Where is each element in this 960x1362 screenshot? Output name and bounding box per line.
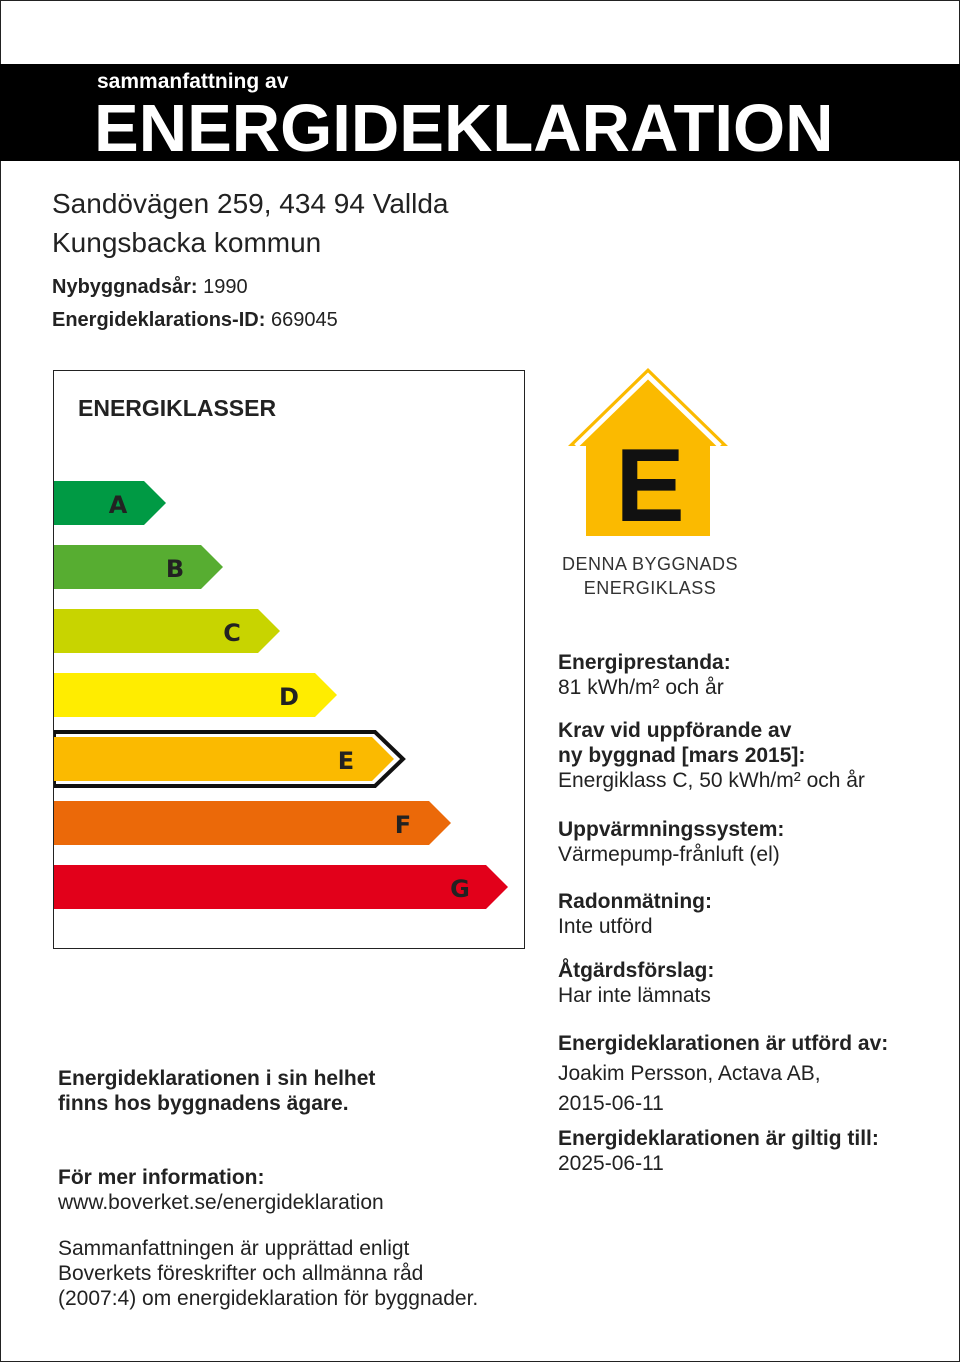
energy-performance-value: 81 kWh/m² och år — [558, 676, 724, 699]
footer-line3: (2007:4) om energideklaration för byggnader. — [58, 1287, 479, 1310]
energy-performance — [558, 650, 731, 700]
footer-line1: Sammanfattningen är upprättad enligt — [58, 1237, 410, 1260]
performed-by — [558, 1029, 888, 1119]
valid-until — [558, 1126, 879, 1176]
energy-performance-label: Energiprestanda: — [558, 651, 731, 674]
more-info — [58, 1165, 384, 1215]
heating-value: Värmepump-frånluft (el) — [558, 843, 780, 866]
title-banner — [0, 64, 960, 166]
more-info-link[interactable]: www.boverket.se/energideklaration — [58, 1191, 384, 1214]
property-municipality: Kungsbacka kommun — [52, 227, 322, 258]
radon-measurement — [558, 889, 712, 939]
build-year-value: 1990 — [203, 276, 248, 298]
building-class-letter: E — [615, 428, 685, 538]
energy-class-letter-e: E — [337, 747, 355, 775]
energy-class-bar-a — [54, 481, 166, 525]
declaration-id-value: 669045 — [270, 309, 338, 331]
building-class-caption-line2: ENERGIKLASS — [583, 578, 717, 598]
radon-label: Radonmätning: — [558, 890, 712, 913]
energy-class-bar-d — [54, 673, 337, 717]
measures-value: Har inte lämnats — [558, 984, 711, 1007]
valid-until-label: Energideklarationen är giltig till: — [558, 1127, 879, 1150]
property-address: Sandövägen 259, 434 94 Vallda — [52, 188, 449, 219]
performed-by-value: Joakim Persson, Actava AB, — [558, 1062, 821, 1085]
measures-label: Åtgärdsförslag: — [558, 959, 715, 982]
energy-class-bar-b — [54, 545, 223, 589]
requirement-label-line1: Krav vid uppförande av — [558, 719, 792, 742]
energy-class-letter-a: A — [108, 491, 128, 519]
heating-label: Uppvärmningssystem: — [558, 818, 785, 841]
energy-class-arrow-f — [54, 801, 451, 845]
new-building-requirement — [558, 718, 865, 793]
energy-class-scale — [53, 370, 525, 949]
footer-line2: Boverkets föreskrifter och allmänna råd — [58, 1262, 424, 1285]
energy-class-arrow-g — [54, 865, 508, 909]
energy-class-letter-b: B — [165, 555, 185, 583]
build-year-row — [52, 276, 248, 299]
build-year-label: Nybyggnadsår: — [52, 276, 198, 298]
energy-class-letter-d: D — [279, 683, 299, 711]
energy-class-arrow-c — [54, 609, 280, 653]
energy-class-letter-g: G — [450, 875, 470, 903]
recommended-measures — [558, 958, 714, 1008]
energy-class-bar-e — [54, 732, 403, 786]
building-class-house-icon — [566, 366, 730, 538]
owner-note-line2: finns hos byggnadens ägare. — [58, 1092, 349, 1115]
banner-title: ENERGIDEKLARATION — [94, 91, 834, 166]
owner-note-line1: Energideklarationen i sin helhet — [58, 1067, 376, 1090]
building-class-caption-line1: DENNA BYGGNADS — [561, 554, 739, 574]
energy-class-title: ENERGIKLASSER — [78, 395, 277, 421]
radon-value: Inte utförd — [558, 915, 653, 938]
heating-system — [558, 817, 784, 867]
energy-class-bar-f — [54, 801, 451, 845]
energy-class-letter-c: C — [223, 619, 241, 647]
energy-class-bar-c — [54, 609, 280, 653]
energy-class-bars — [54, 371, 524, 948]
requirement-value: Energiklass C, 50 kWh/m² och år — [558, 769, 865, 792]
energy-class-letter-f: F — [394, 811, 412, 839]
banner-subtitle: sammanfattning av — [97, 70, 289, 93]
declaration-id-label: Energideklarations-ID: — [52, 309, 266, 331]
footer-note — [58, 1236, 478, 1311]
more-info-label: För mer information: — [58, 1166, 265, 1189]
building-class-caption — [540, 552, 760, 600]
valid-until-value: 2025-06-11 — [558, 1152, 664, 1175]
declaration-id-row — [52, 309, 338, 332]
performed-by-label: Energideklarationen är utförd av: — [558, 1032, 889, 1055]
owner-note — [58, 1066, 375, 1116]
requirement-label-line2: ny byggnad [mars 2015]: — [558, 744, 806, 767]
energy-class-bar-g — [54, 865, 508, 909]
energy-class-arrow-b — [54, 545, 223, 589]
performed-date: 2015-06-11 — [558, 1092, 664, 1115]
